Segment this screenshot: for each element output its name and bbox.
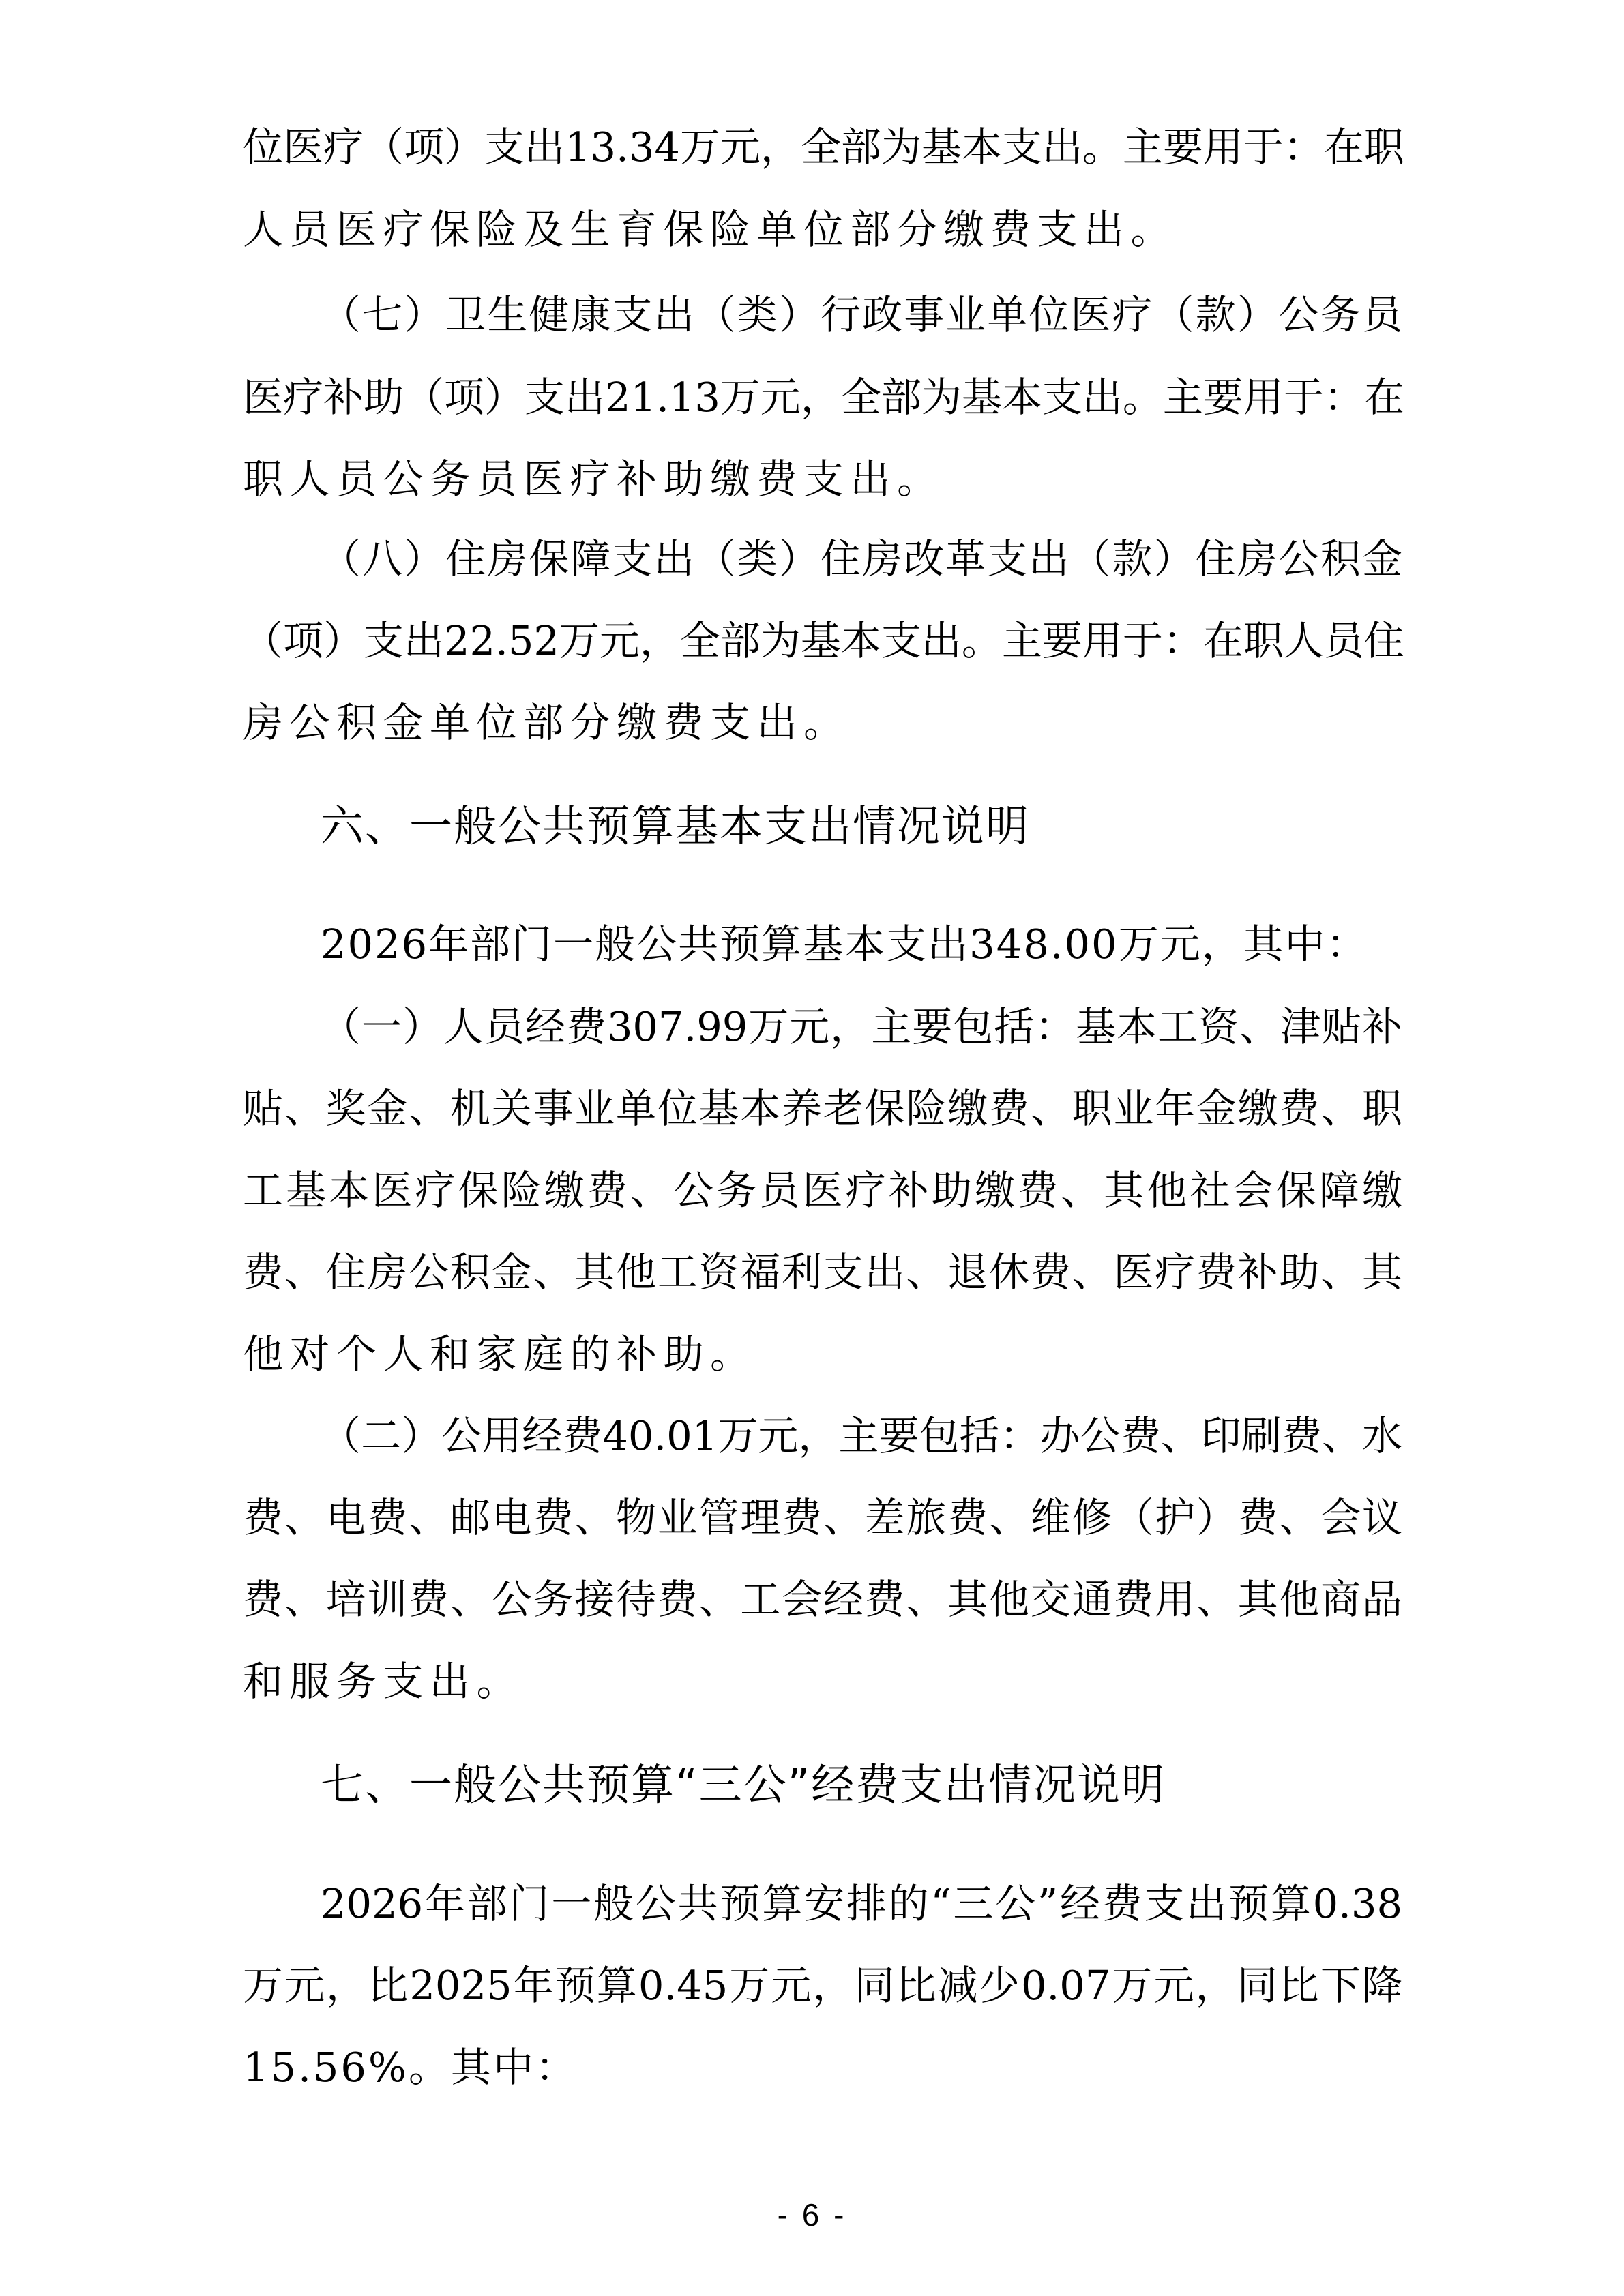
- body-text-line: 15.56%。其中：: [243, 2044, 578, 2091]
- page-number: - 6 -: [777, 2197, 847, 2233]
- body-text-line: 职人员公务员医疗补助缴费支出。: [243, 456, 944, 503]
- body-text-line: 费、住房公积金、其他工资福利支出、退休费、医疗费补助、其: [243, 1249, 1402, 1296]
- body-text-line: 房公积金单位部分缴费支出。: [243, 699, 851, 746]
- body-text-line: （二）公用经费40.01万元，主要包括：办公费、印刷费、水: [321, 1412, 1402, 1459]
- section-heading: 七、一般公共预算“三公”经费支出情况说明: [321, 1760, 1166, 1810]
- body-text-line: （一）人员经费307.99万元，主要包括：基本工资、津贴补: [321, 1003, 1402, 1050]
- body-text-line: 和服务支出。: [243, 1658, 524, 1705]
- body-text-line: 费、电费、邮电费、物业管理费、差旅费、维修（护）费、会议: [243, 1494, 1402, 1541]
- body-text-line: （八）住房保障支出（类）住房改革支出（款）住房公积金: [321, 535, 1402, 582]
- body-text-line: 2026年部门一般公共预算安排的“三公”经费支出预算0.38: [321, 1880, 1402, 1927]
- body-text-line: 2026年部门一般公共预算基本支出348.00万元，其中：: [321, 921, 1368, 968]
- body-text-line: 人员医疗保险及生育保险单位部分缴费支出。: [243, 206, 1178, 253]
- section-heading: 六、一般公共预算基本支出情况说明: [321, 801, 1030, 851]
- body-text-line: 万元，比2025年预算0.45万元，同比减少0.07万元，同比下降: [243, 1962, 1402, 2009]
- body-text-line: 他对个人和家庭的补助。: [243, 1330, 757, 1377]
- body-text-line: 医疗补助（项）支出21.13万元，全部为基本支出。主要用于：在: [243, 374, 1404, 421]
- body-text-line: （项）支出22.52万元，全部为基本支出。主要用于：在职人员住: [243, 617, 1404, 664]
- body-text-line: 费、培训费、公务接待费、工会经费、其他交通费用、其他商品: [243, 1576, 1402, 1623]
- body-text-line: 工基本医疗保险缴费、公务员医疗补助缴费、其他社会保障缴: [243, 1167, 1402, 1214]
- body-text-line: （七）卫生健康支出（类）行政事业单位医疗（款）公务员: [321, 291, 1402, 338]
- body-text-line: 贴、奖金、机关事业单位基本养老保险缴费、职业年金缴费、职: [243, 1085, 1402, 1132]
- body-text-line: 位医疗（项）支出13.34万元，全部为基本支出。主要用于：在职: [243, 123, 1404, 170]
